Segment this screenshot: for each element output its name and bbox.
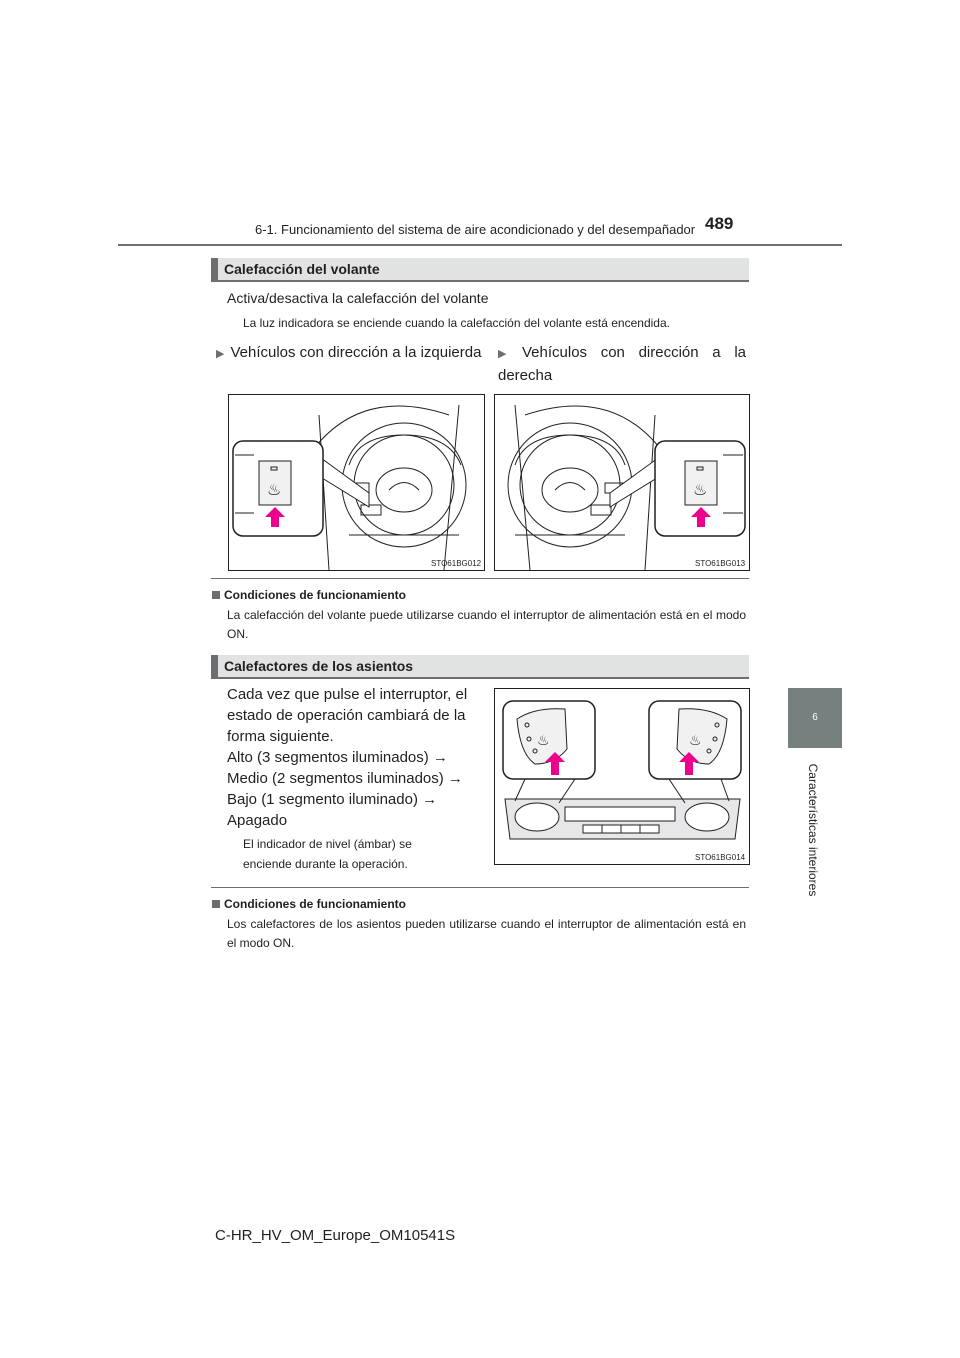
page-number: 489 xyxy=(705,214,734,233)
rhd-label xyxy=(498,342,746,386)
desc-line: Bajo (1 segmento iluminado) → xyxy=(227,791,438,808)
svg-text:♨: ♨ xyxy=(689,733,702,749)
desc-line: Apagado xyxy=(227,812,288,829)
lhd-label xyxy=(216,342,482,365)
conditions-heading-text: Condiciones de funcionamiento xyxy=(224,897,407,911)
section-heading-steering xyxy=(211,258,749,282)
seat-heater-switch-illustration xyxy=(495,689,749,864)
steering-note: La luz indicadora se enciende cuando la calefacción del volante está encendida. xyxy=(243,316,670,330)
figure-code-rhd: STO61BG013 xyxy=(695,559,746,568)
divider xyxy=(211,578,749,579)
seat-conditions-text: Los calefactores de los asientos pueden utilizarse cuando el interruptor de alimentación está en el modo ON. xyxy=(227,917,746,950)
conditions-heading-text: Condiciones de funcionamiento xyxy=(224,588,407,602)
note-line: El indicador de nivel (ámbar) se xyxy=(243,837,412,851)
seat-conditions-heading xyxy=(212,897,406,911)
section-heading-seats xyxy=(211,655,749,679)
seat-heater-description xyxy=(227,684,479,831)
steering-conditions-heading xyxy=(212,588,406,602)
header-rule xyxy=(118,244,842,246)
steering-wheel-lhd-illustration xyxy=(229,395,484,570)
triangle-bullet-icon: ▶ xyxy=(498,348,516,360)
figure-steering-lhd xyxy=(228,394,485,571)
rhd-label-text: Vehículos con dirección a la derecha xyxy=(498,344,746,384)
steering-intro: Activa/desactiva la calefacción del volante xyxy=(227,290,489,306)
svg-text:♨: ♨ xyxy=(693,480,708,499)
chapter-label-text: Características interiores xyxy=(806,763,820,897)
divider xyxy=(211,887,749,888)
figure-code-seats: STO61BG014 xyxy=(695,853,746,862)
steering-wheel-rhd-illustration xyxy=(495,395,749,570)
lhd-label-text: Vehículos con dirección a la izquierda xyxy=(230,344,482,361)
section-heading-text: Calefacción del volante xyxy=(224,261,380,277)
desc-line: Alto (3 segmentos iluminados) → xyxy=(227,749,448,766)
document-id: C-HR_HV_OM_Europe_OM10541S xyxy=(215,1227,456,1244)
svg-text:♨: ♨ xyxy=(267,480,282,499)
figure-seat-heaters xyxy=(494,688,750,865)
chapter-tab-label xyxy=(768,760,858,900)
steering-conditions-text: La calefacción del volante puede utilizarse cuando el interruptor de alimentación está en el modo ON. xyxy=(227,608,746,641)
seat-heater-note xyxy=(243,834,479,874)
section-heading-text: Calefactores de los asientos xyxy=(224,658,414,674)
figure-steering-rhd xyxy=(494,394,750,571)
triangle-bullet-icon: ▶ xyxy=(216,348,225,360)
figure-code-lhd: STO61BG012 xyxy=(431,559,482,568)
desc-line: Medio (2 segmentos iluminados) → xyxy=(227,770,463,787)
desc-line: forma siguiente. xyxy=(227,728,334,745)
square-bullet-icon xyxy=(212,591,220,599)
chapter-tab xyxy=(788,688,842,748)
chapter-number: 6 xyxy=(812,712,818,723)
square-bullet-icon xyxy=(212,900,220,908)
svg-text:♨: ♨ xyxy=(537,733,550,749)
running-header: 6-1. Funcionamiento del sistema de aire acondicionado y del desempañador xyxy=(255,222,696,237)
desc-line: estado de operación cambiará de la xyxy=(227,707,466,724)
desc-line: Cada vez que pulse el interruptor, el xyxy=(227,686,468,703)
heading-marker xyxy=(211,655,218,677)
heading-marker xyxy=(211,258,218,280)
note-line: enciende durante la operación. xyxy=(243,857,408,871)
